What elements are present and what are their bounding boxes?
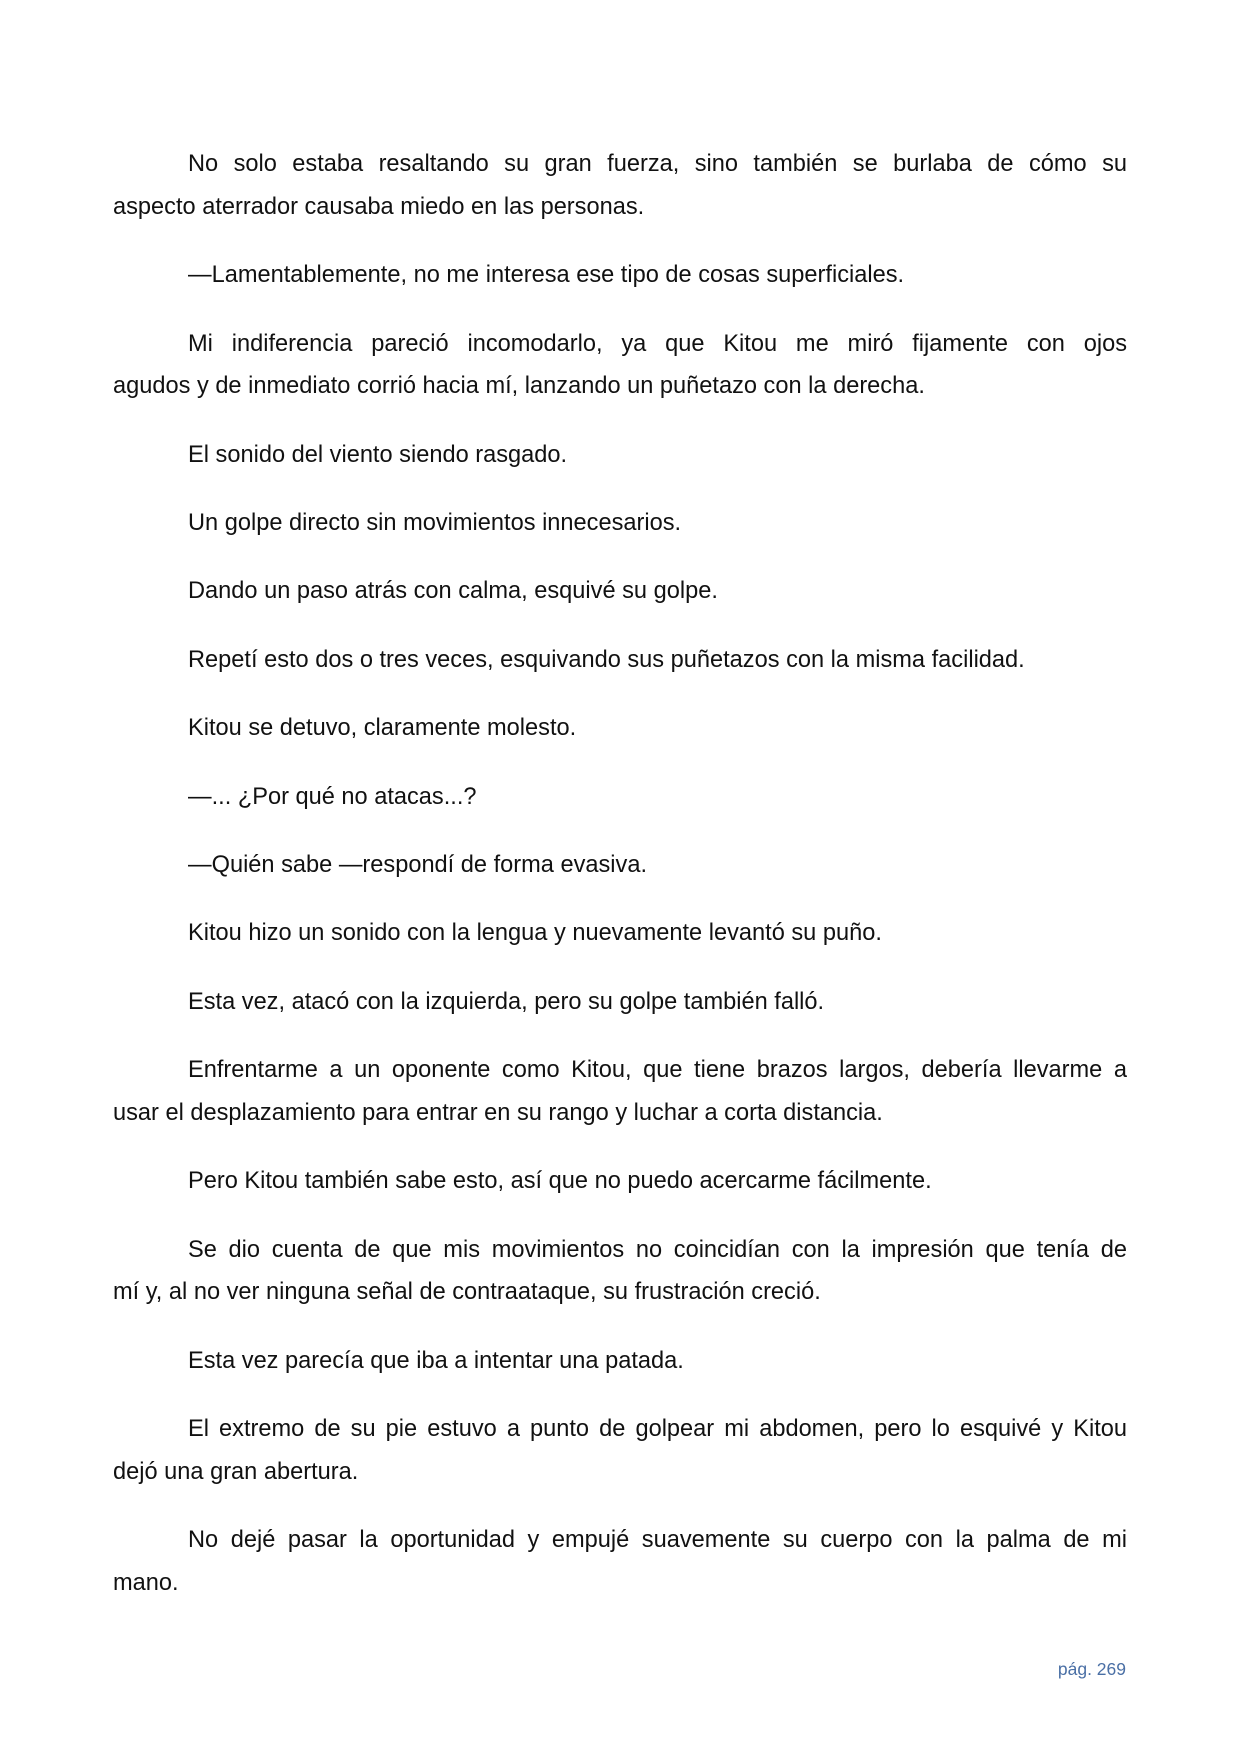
paragraph-first-line: Esta vez, atacó con la izquierda, pero su golpe también falló.: [188, 988, 825, 1015]
paragraph-first-line: Enfrentarme a un oponente como Kitou, que tiene brazos largos, debería llevarme a: [188, 1057, 1127, 1084]
paragraph-line: aspecto aterrador causaba miedo en las personas.: [113, 193, 645, 220]
paragraph-first-line: Mi indiferencia pareció incomodarlo, ya que Kitou me miró fijamente con ojos: [188, 330, 1127, 357]
paragraph-line: mí y, al no ver ninguna señal de contraataque, su frustración creció.: [113, 1279, 821, 1306]
paragraph-first-line: —Lamentablemente, no me interesa ese tipo de cosas superficiales.: [188, 262, 905, 289]
paragraph-line: agudos y de inmediato corrió hacia mí, lanzando un puñetazo con la derecha.: [113, 373, 925, 400]
paragraph-first-line: Esta vez parecía que iba a intentar una patada.: [188, 1347, 684, 1374]
paragraph-first-line: —... ¿Por qué no atacas...?: [188, 783, 477, 810]
paragraph-first-line: —Quién sabe —respondí de forma evasiva.: [188, 852, 648, 878]
paragraph-first-line: No dejé pasar la oportunidad y empujé suavemente su cuerpo con la palma de mi: [188, 1527, 1127, 1554]
paragraph-first-line: Kitou se detuvo, claramente molesto.: [188, 715, 577, 742]
text-body: [113, 0, 1127, 1755]
paragraph-first-line: Dando un paso atrás con calma, esquivé su golpe.: [188, 578, 718, 605]
page-number: pág. 269: [1057, 1659, 1126, 1679]
paragraph-first-line: Repetí esto dos o tres veces, esquivando sus puñetazos con la misma facilidad.: [188, 646, 1025, 673]
paragraph-first-line: Kitou hizo un sonido con la lengua y nuevamente levantó su puño.: [188, 920, 882, 947]
paragraph-first-line: Un golpe directo sin movimientos innecesarios.: [188, 510, 682, 536]
paragraph-line: mano.: [113, 1570, 179, 1596]
paragraph-first-line: No solo estaba resaltando su gran fuerza, sino también se burlaba de cómo su: [188, 151, 1127, 177]
paragraph-first-line: El extremo de su pie estuvo a punto de golpear mi abdomen, pero lo esquivé y Kitou: [188, 1416, 1127, 1443]
paragraph-line: usar el desplazamiento para entrar en su rango y luchar a corta distancia.: [113, 1099, 883, 1126]
paragraph-first-line: Se dio cuenta de que mis movimientos no coincidían con la impresión que tenía de: [188, 1236, 1127, 1263]
paragraph-first-line: Pero Kitou también sabe esto, así que no puedo acercarme fácilmente.: [188, 1168, 932, 1195]
paragraph-first-line: El sonido del viento siendo rasgado.: [188, 441, 568, 468]
paragraph-line: dejó una gran abertura.: [113, 1458, 359, 1485]
